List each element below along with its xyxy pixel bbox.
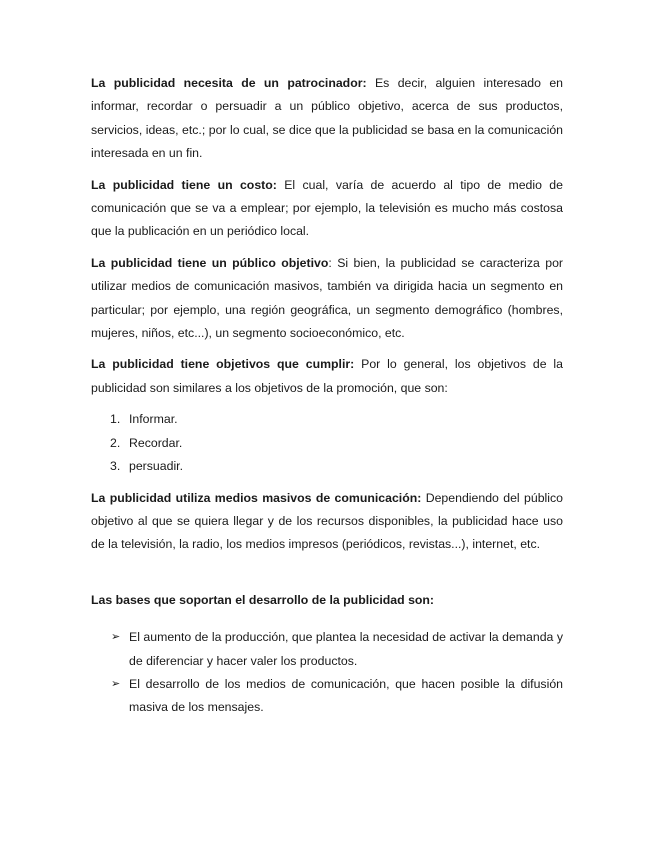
paragraph-heading: La publicidad tiene un público objetivo bbox=[91, 255, 329, 270]
list-number: 3. bbox=[110, 459, 121, 474]
list-item-label: persuadir. bbox=[129, 459, 184, 474]
paragraph-text: Es decir, alguien interesado en informar, recordar o persuadir a un público objetivo, acerca de sus productos, servicios, ideas, etc.; por lo cual, se dice que la publicidad se basa en la comunicación interesada en un fin. bbox=[91, 76, 563, 161]
paragraph-mass-media bbox=[91, 487, 563, 557]
document-page bbox=[91, 72, 563, 720]
objectives-list bbox=[91, 408, 563, 478]
arrow-bullet-icon: ➢ bbox=[111, 631, 121, 644]
list-number: 2. bbox=[110, 435, 121, 450]
list-item bbox=[91, 673, 563, 720]
paragraph-text: El cual, varía de acuerdo al tipo de medio de comunicación que se va a emplear; por ejemplo, la televisión es mucho más costosa que la publicación en un periódico local. bbox=[91, 177, 563, 239]
paragraph-target-audience bbox=[91, 252, 563, 346]
list-item bbox=[91, 455, 563, 478]
list-item-text: El aumento de la producción, que plantea la necesidad de activar la demanda y de diferenciar y hacer valer los productos. bbox=[129, 630, 563, 668]
paragraph-cost bbox=[91, 174, 563, 244]
paragraph-heading: La publicidad necesita de un patrocinador: bbox=[91, 76, 367, 90]
list-item bbox=[91, 626, 563, 673]
list-item-text: El desarrollo de los medios de comunicación, que hacen posible la difusión masiva de los mensajes. bbox=[129, 676, 563, 715]
list-item bbox=[91, 408, 563, 431]
bases-list bbox=[91, 626, 563, 720]
arrow-bullet-icon: ➢ bbox=[111, 677, 121, 690]
list-item-label: Recordar. bbox=[129, 435, 183, 450]
list-number: 1. bbox=[110, 412, 121, 427]
paragraph-sponsor bbox=[91, 72, 563, 166]
paragraph-text: Por lo general, los objetivos de la publicidad son similares a los objetivos de la promoción, que son: bbox=[91, 357, 564, 395]
list-item bbox=[91, 432, 563, 455]
paragraph-text: Dependiendo del público objetivo al que se quiera llegar y de los recursos disponibles, la publicidad hace uso de la televisión, la radio, los medios impresos (periódicos, revistas...), internet, etc. bbox=[91, 490, 563, 552]
section-title: Las bases que soportan el desarrollo de la publicidad son: bbox=[91, 592, 435, 607]
paragraph-heading: La publicidad tiene un costo: bbox=[91, 177, 277, 192]
paragraph-heading: La publicidad tiene objetivos que cumplir: bbox=[91, 357, 355, 372]
paragraph-objectives bbox=[91, 353, 563, 400]
list-item-label: Informar. bbox=[129, 412, 178, 427]
paragraph-text: : Si bien, la publicidad se caracteriza por utilizar medios de comunicación masivos, también va dirigida hacia un segmento en particular; por ejemplo, una región geográfica, un segmento demográfico (hombres, mujeres, niños, etc...), un segmento socioeconómico, etc. bbox=[91, 255, 564, 341]
paragraph-heading: La publicidad utiliza medios masivos de comunicación: bbox=[91, 490, 422, 505]
